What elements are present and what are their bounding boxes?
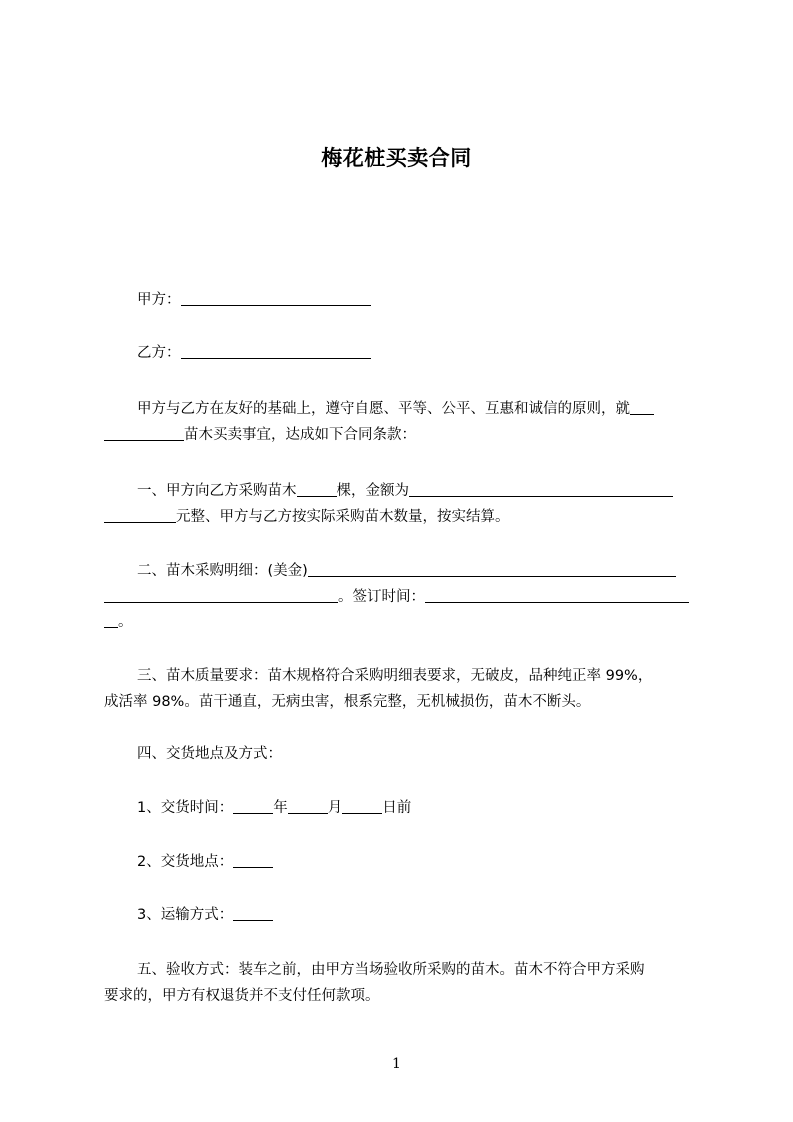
clause-1-text-3: 元整、甲方与乙方按实际采购苗木数量，按实结算。 <box>176 509 510 525</box>
party-b-blank <box>181 344 371 359</box>
amount-blank-a <box>409 482 673 497</box>
clause-2-line-3 <box>104 612 133 632</box>
purchase-detail-blank-b <box>104 588 338 603</box>
clause-2-text-1: 二、苗木采购明细：(美金) <box>137 563 308 579</box>
amount-blank-b <box>104 508 176 523</box>
clause-5-line-1 <box>137 960 645 980</box>
month-blank <box>288 799 328 814</box>
intro-text-1: 甲方与乙方在友好的基础上，遵守自愿、平等、公平、互惠和诚信的原则，就 <box>137 401 630 417</box>
delivery-place-blank <box>233 853 273 868</box>
document-title: 梅花桩买卖合同 <box>321 146 472 170</box>
clause-3-text-2: 成活率 98%。苗干通直，无病虫害，根系完整，无机械损伤，苗木不断头。 <box>104 694 591 710</box>
transport-label: 3、运输方式： <box>137 907 234 923</box>
clause-5-text-2: 要求的，甲方有权退货并不支付任何款项。 <box>104 988 380 1004</box>
day-blank <box>342 799 382 814</box>
transport-blank <box>233 906 273 921</box>
party-b-line <box>137 343 371 363</box>
intro-line-1 <box>137 399 654 419</box>
clause-1-line-1 <box>137 481 673 501</box>
clause-2-text-2: 。签订时间： <box>338 589 425 605</box>
delivery-time-line <box>137 798 411 818</box>
intro-text-2: 苗木买卖事宜，达成如下合同条款： <box>184 427 416 443</box>
party-a-label: 甲方： <box>137 292 181 308</box>
clause-3-text-1: 三、苗木质量要求：苗木规格符合采购明细表要求，无破皮，品种纯正率 99%， <box>137 668 653 684</box>
intro-blank-a <box>630 400 654 415</box>
sign-date-blank-b <box>104 613 118 628</box>
clause-3-line-2 <box>104 692 590 712</box>
clause-4-heading-text: 四、交货地点及方式： <box>137 746 282 762</box>
clause-1-text-1: 一、甲方向乙方采购苗木 <box>137 483 297 499</box>
party-a-line <box>137 290 371 310</box>
clause-3-paragraph <box>104 666 701 686</box>
clause-5-text-1: 五、验收方式：装车之前，由甲方当场验收所采购的苗木。苗木不符合甲方采购 <box>137 962 645 978</box>
clause-2-line-2 <box>104 587 689 607</box>
year-blank <box>233 799 273 814</box>
clause-5-line-2 <box>104 986 380 1006</box>
transport-line <box>137 905 273 925</box>
delivery-place-label: 2、交货地点： <box>137 854 234 870</box>
month-label: 月 <box>327 800 343 816</box>
clause-1-line-2 <box>104 507 510 527</box>
clause-2-text-3: 。 <box>118 614 133 630</box>
delivery-place-line <box>137 852 273 872</box>
party-a-blank <box>181 291 371 306</box>
clause-4-heading <box>137 744 282 764</box>
delivery-time-label: 1、交货时间： <box>137 800 234 816</box>
intro-blank-b <box>104 426 184 441</box>
page-number: 1 <box>392 1056 401 1072</box>
year-label: 年 <box>273 800 288 816</box>
purchase-detail-blank-a <box>308 562 676 577</box>
intro-line-2 <box>104 425 416 445</box>
tree-count-blank <box>297 482 337 497</box>
party-b-label: 乙方： <box>137 345 181 361</box>
day-label: 日前 <box>382 800 412 816</box>
clause-2-line-1 <box>137 561 676 581</box>
clause-1-text-2: 棵，金额为 <box>336 483 409 499</box>
sign-date-blank-a <box>425 588 689 603</box>
